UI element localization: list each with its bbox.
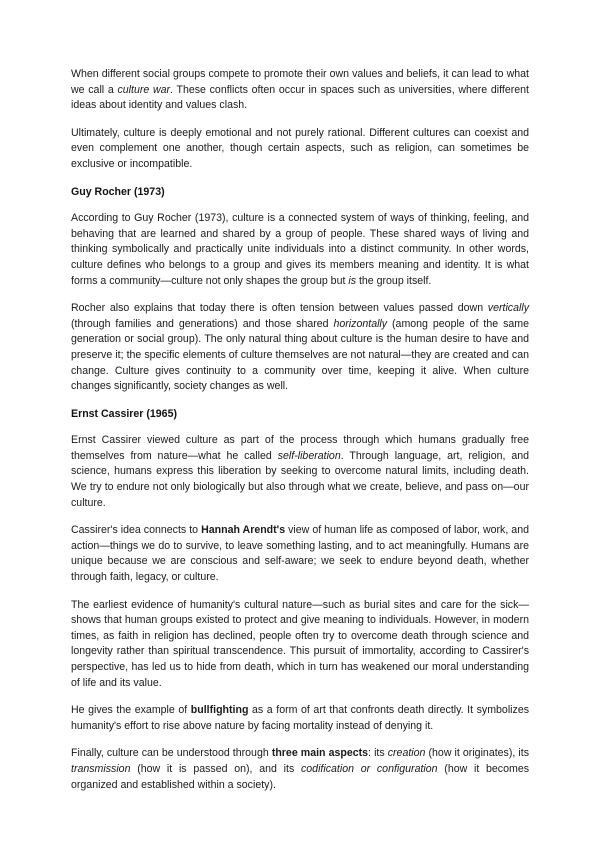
- heading-guy-rocher: Guy Rocher (1973): [71, 185, 165, 198]
- term-hannah-arendt: Hannah Arendt's: [201, 524, 286, 537]
- paragraph-rocher-tension: Rocher also explains that today there is often tension between values passed down vertically (through families and generations) and those shared horizontally (among people of the same generation or social group). The only natural thing about culture is the human desire to have and preserve it; the specific elements of culture themselves are not natural—they are created and can change. Culture gives continuity to a community over time, keeping it alive. When culture changes significantly, society changes as well.: [71, 302, 529, 393]
- paragraph-emotional-culture: Ultimately, culture is deeply emotional and not purely rational. Different cultures can coexist and even complement one another, though certain aspects, such as religion, can sometimes be exclusive or incompatible.: [71, 126, 529, 170]
- paragraph-cassirer-liberation: Ernst Cassirer viewed culture as part of the process through which humans gradually free themselves from nature—what he called self-liberation. Through language, art, religion, and science, humans express this liberation by seeking to overcome natural limits, including death. We try to endure not only biologically but also through what we create, believe, and pass on—our culture.: [71, 434, 529, 509]
- term-codification: codification or configuration: [300, 762, 438, 775]
- paragraph-three-aspects: Finally, culture can be understood through three main aspects: its creation (how it originates), its transmission (how it is passed on), and its codification or configuration (how it becomes organized and established within a society).: [71, 747, 530, 791]
- term-self-liberation: self-liberation: [277, 449, 341, 462]
- paragraph-arendt: Cassirer's idea connects to Hannah Arendt's view of human life as composed of labor, work, and action—things we do to survive, to leave something lasting, and to act meaningfully. Humans are unique because we are conscious and self-aware; we seek to endure beyond death, whether through faith, legacy, or culture.: [71, 524, 529, 584]
- paragraph-bullfighting: He gives the example of bullfighting as a form of art that confronts death directly. It symbolizes humanity's effort to rise above nature by facing mortality instead of denying it.: [71, 704, 530, 732]
- term-transmission: transmission: [71, 762, 131, 775]
- heading-ernst-cassirer: Ernst Cassirer (1965): [71, 407, 177, 420]
- paragraph-culture-war: When different social groups compete to promote their own values and beliefs, it can lead to what we call a culture war. These conflicts often occur in spaces such as universities, where different ideas about identity and values clash.: [71, 68, 529, 112]
- term-vertically: vertically: [487, 302, 529, 315]
- document-page: [71, 67, 529, 805]
- term-culture-war: culture war: [117, 83, 171, 96]
- paragraph-earliest-evidence: The earliest evidence of humanity's cultural nature—such as burial sites and care for the sick—shows that human groups existed to protect and give meaning to individuals. However, in modern times, as faith in religion has declined, people often try to overcome death through science and longevity rather than spiritual transcendence. This pursuit of immortality, according to Cassirer's perspective, has led us to hide from death, which in turn has weakened our moral understanding of life and its value.: [71, 598, 529, 689]
- term-horizontally: horizontally: [333, 317, 388, 330]
- term-three-main-aspects: three main aspects: [271, 747, 369, 760]
- term-is: is: [348, 274, 356, 287]
- term-bullfighting: bullfighting: [190, 704, 249, 717]
- paragraph-rocher-definition: According to Guy Rocher (1973), culture is a connected system of ways of thinking, feeling, and behaving that are learned and shared by a group of people. These shared ways of living and thinking symbolically and practically unite individuals into a distinct community. In other words, culture defines who belongs to a group and gives its members meaning and identity. It is what forms a community—culture not only shapes the group but is the group itself.: [71, 212, 529, 287]
- term-creation: creation: [387, 747, 426, 760]
